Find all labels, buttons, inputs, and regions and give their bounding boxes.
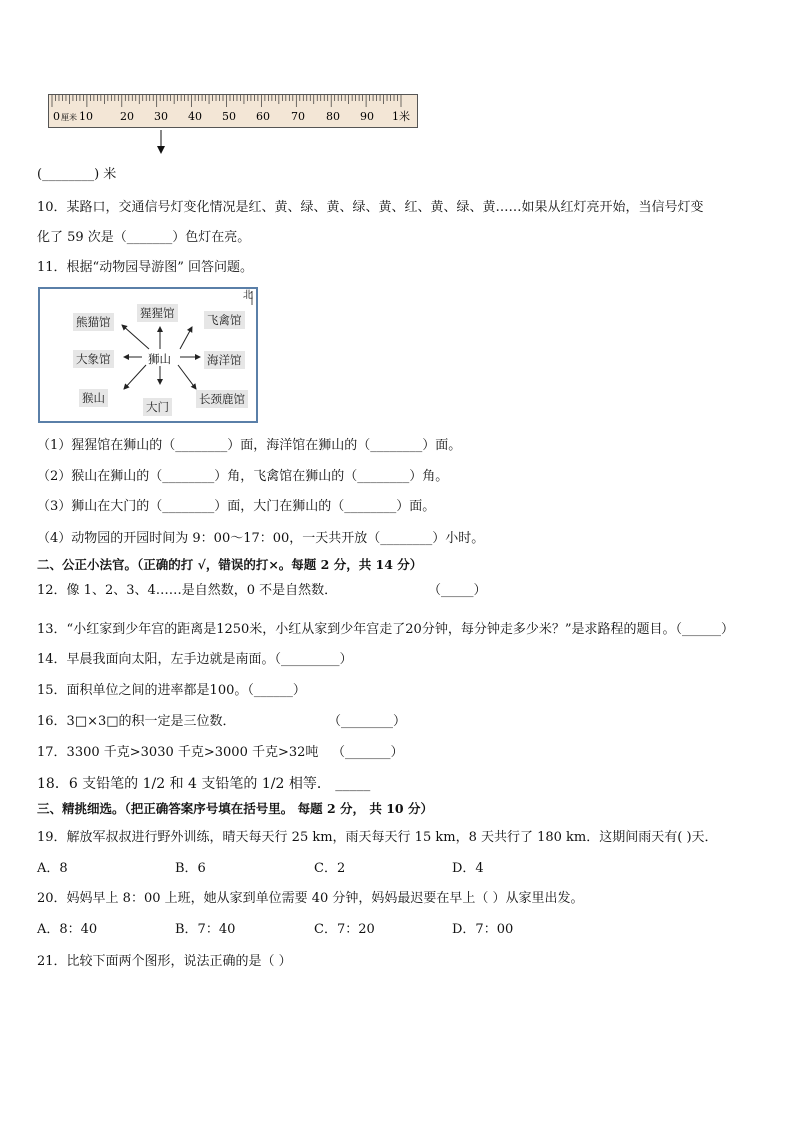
section3-title: 三、精挑细选。（把正确答案序号填在括号里。 每题 2 分， 共 10 分） bbox=[37, 801, 433, 816]
q19-option-b: B．6 bbox=[175, 861, 206, 876]
q10-line1: 10．某路口，交通信号灯变化情况是红、黄、绿、黄、绿、黄、红、黄、绿、黄……如果从红灯亮开始，当信号灯变 bbox=[37, 200, 704, 215]
ruler-figure bbox=[48, 94, 420, 158]
q15: 15．面积单位之间的进率都是100。（______） bbox=[37, 683, 306, 698]
q17: 17．3300 千克>3030 千克>3000 千克>32吨 bbox=[37, 745, 319, 760]
q16-blank: （________） bbox=[328, 714, 407, 729]
q14: 14．早晨我面向太阳，左手边就是南面。（_________） bbox=[37, 652, 353, 667]
ruler-label-unit: 厘米 bbox=[61, 113, 77, 122]
center-lion-hill: 狮山 bbox=[148, 352, 171, 366]
q20-option-b: B．7：40 bbox=[175, 922, 236, 937]
venue-gate: 大门 bbox=[143, 398, 172, 416]
ruler-label-40: 40 bbox=[188, 110, 202, 123]
q12: 12．像 1、2、3、4……是自然数，0 不是自然数． bbox=[37, 583, 338, 598]
ruler-label-80: 80 bbox=[326, 110, 340, 123]
q11-stem: 11．根据“动物园导游图” 回答问题。 bbox=[37, 260, 253, 275]
venue-giraffe: 长颈鹿馆 bbox=[196, 390, 248, 408]
venue-aviary: 飞禽馆 bbox=[204, 311, 245, 329]
q12-blank: （_____） bbox=[428, 583, 487, 598]
q19-option-c: C．2 bbox=[314, 861, 346, 876]
ruler-label-60: 60 bbox=[256, 110, 270, 123]
q10-line2: 化了 59 次是（_______）色灯在亮。 bbox=[37, 230, 251, 245]
north-label: 北 bbox=[243, 290, 253, 301]
q19-option-d: D．4 bbox=[452, 861, 484, 876]
ruler-label-30: 30 bbox=[154, 110, 168, 123]
venue-elephant: 大象馆 bbox=[73, 350, 114, 368]
venue-ocean: 海洋馆 bbox=[204, 351, 245, 369]
zoo-map bbox=[38, 287, 258, 423]
q16: 16．3□×3□的积一定是三位数． bbox=[37, 714, 236, 729]
q19-option-a: A．8 bbox=[37, 861, 68, 876]
q20-option-c: C．7：20 bbox=[314, 922, 375, 937]
ruler-label-0: 0 bbox=[53, 110, 60, 123]
q11-sub2: （2）猴山在狮山的（________）角，飞禽馆在狮山的（________）角。 bbox=[37, 469, 449, 484]
q11-sub3: （3）狮山在大门的（________）面，大门在狮山的（________）面。 bbox=[37, 499, 436, 514]
q19: 19．解放军叔叔进行野外训练，晴天每天行 25 km，雨天每天行 15 km，8 天共行了 180 km．这期间雨天有( )天． bbox=[37, 830, 718, 845]
q11-sub1: （1）猩猩馆在狮山的（________）面，海洋馆在狮山的（________）面。 bbox=[37, 438, 462, 453]
ruler-label-70: 70 bbox=[291, 110, 305, 123]
q20: 20．妈妈早上 8：00 上班，她从家到单位需要 40 分钟，妈妈最迟要在早上（ ）从家里出发。 bbox=[37, 891, 584, 906]
ruler-pointer-head bbox=[157, 146, 165, 154]
venue-monkey: 猴山 bbox=[79, 389, 108, 407]
ruler-label-50: 50 bbox=[222, 110, 236, 123]
q13: 13．“小红家到少年宫的距离是1250米，小红从家到少年宫走了20分钟，每分钟走多少米？”是求路程的题目。（______） bbox=[37, 622, 734, 637]
q21: 21．比较下面两个图形，说法正确的是（ ） bbox=[37, 954, 292, 969]
ruler-label-10: 10 bbox=[79, 110, 93, 123]
q18: 18．6 支铅笔的 1/2 和 4 支铅笔的 1/2 相等． _____ bbox=[37, 776, 371, 792]
q11-sub4: （4）动物园的开园时间为 9：00～17：00，一天共开放（________）小时。 bbox=[37, 531, 485, 546]
ruler-label-1m: 1米 bbox=[392, 110, 410, 123]
ruler-label-20: 20 bbox=[120, 110, 134, 123]
venue-panda: 熊猫馆 bbox=[73, 313, 114, 331]
q9-answer: (________) 米 bbox=[37, 167, 117, 182]
q17-blank: （_______） bbox=[332, 745, 404, 760]
section2-title: 二、公正小法官。（正确的打 √，错误的打×。每题 2 分，共 14 分） bbox=[37, 557, 423, 572]
venue-orangutan: 猩猩馆 bbox=[137, 304, 178, 322]
q20-option-a: A．8：40 bbox=[37, 922, 98, 937]
ruler-label-90: 90 bbox=[360, 110, 374, 123]
q20-option-d: D．7：00 bbox=[452, 922, 514, 937]
